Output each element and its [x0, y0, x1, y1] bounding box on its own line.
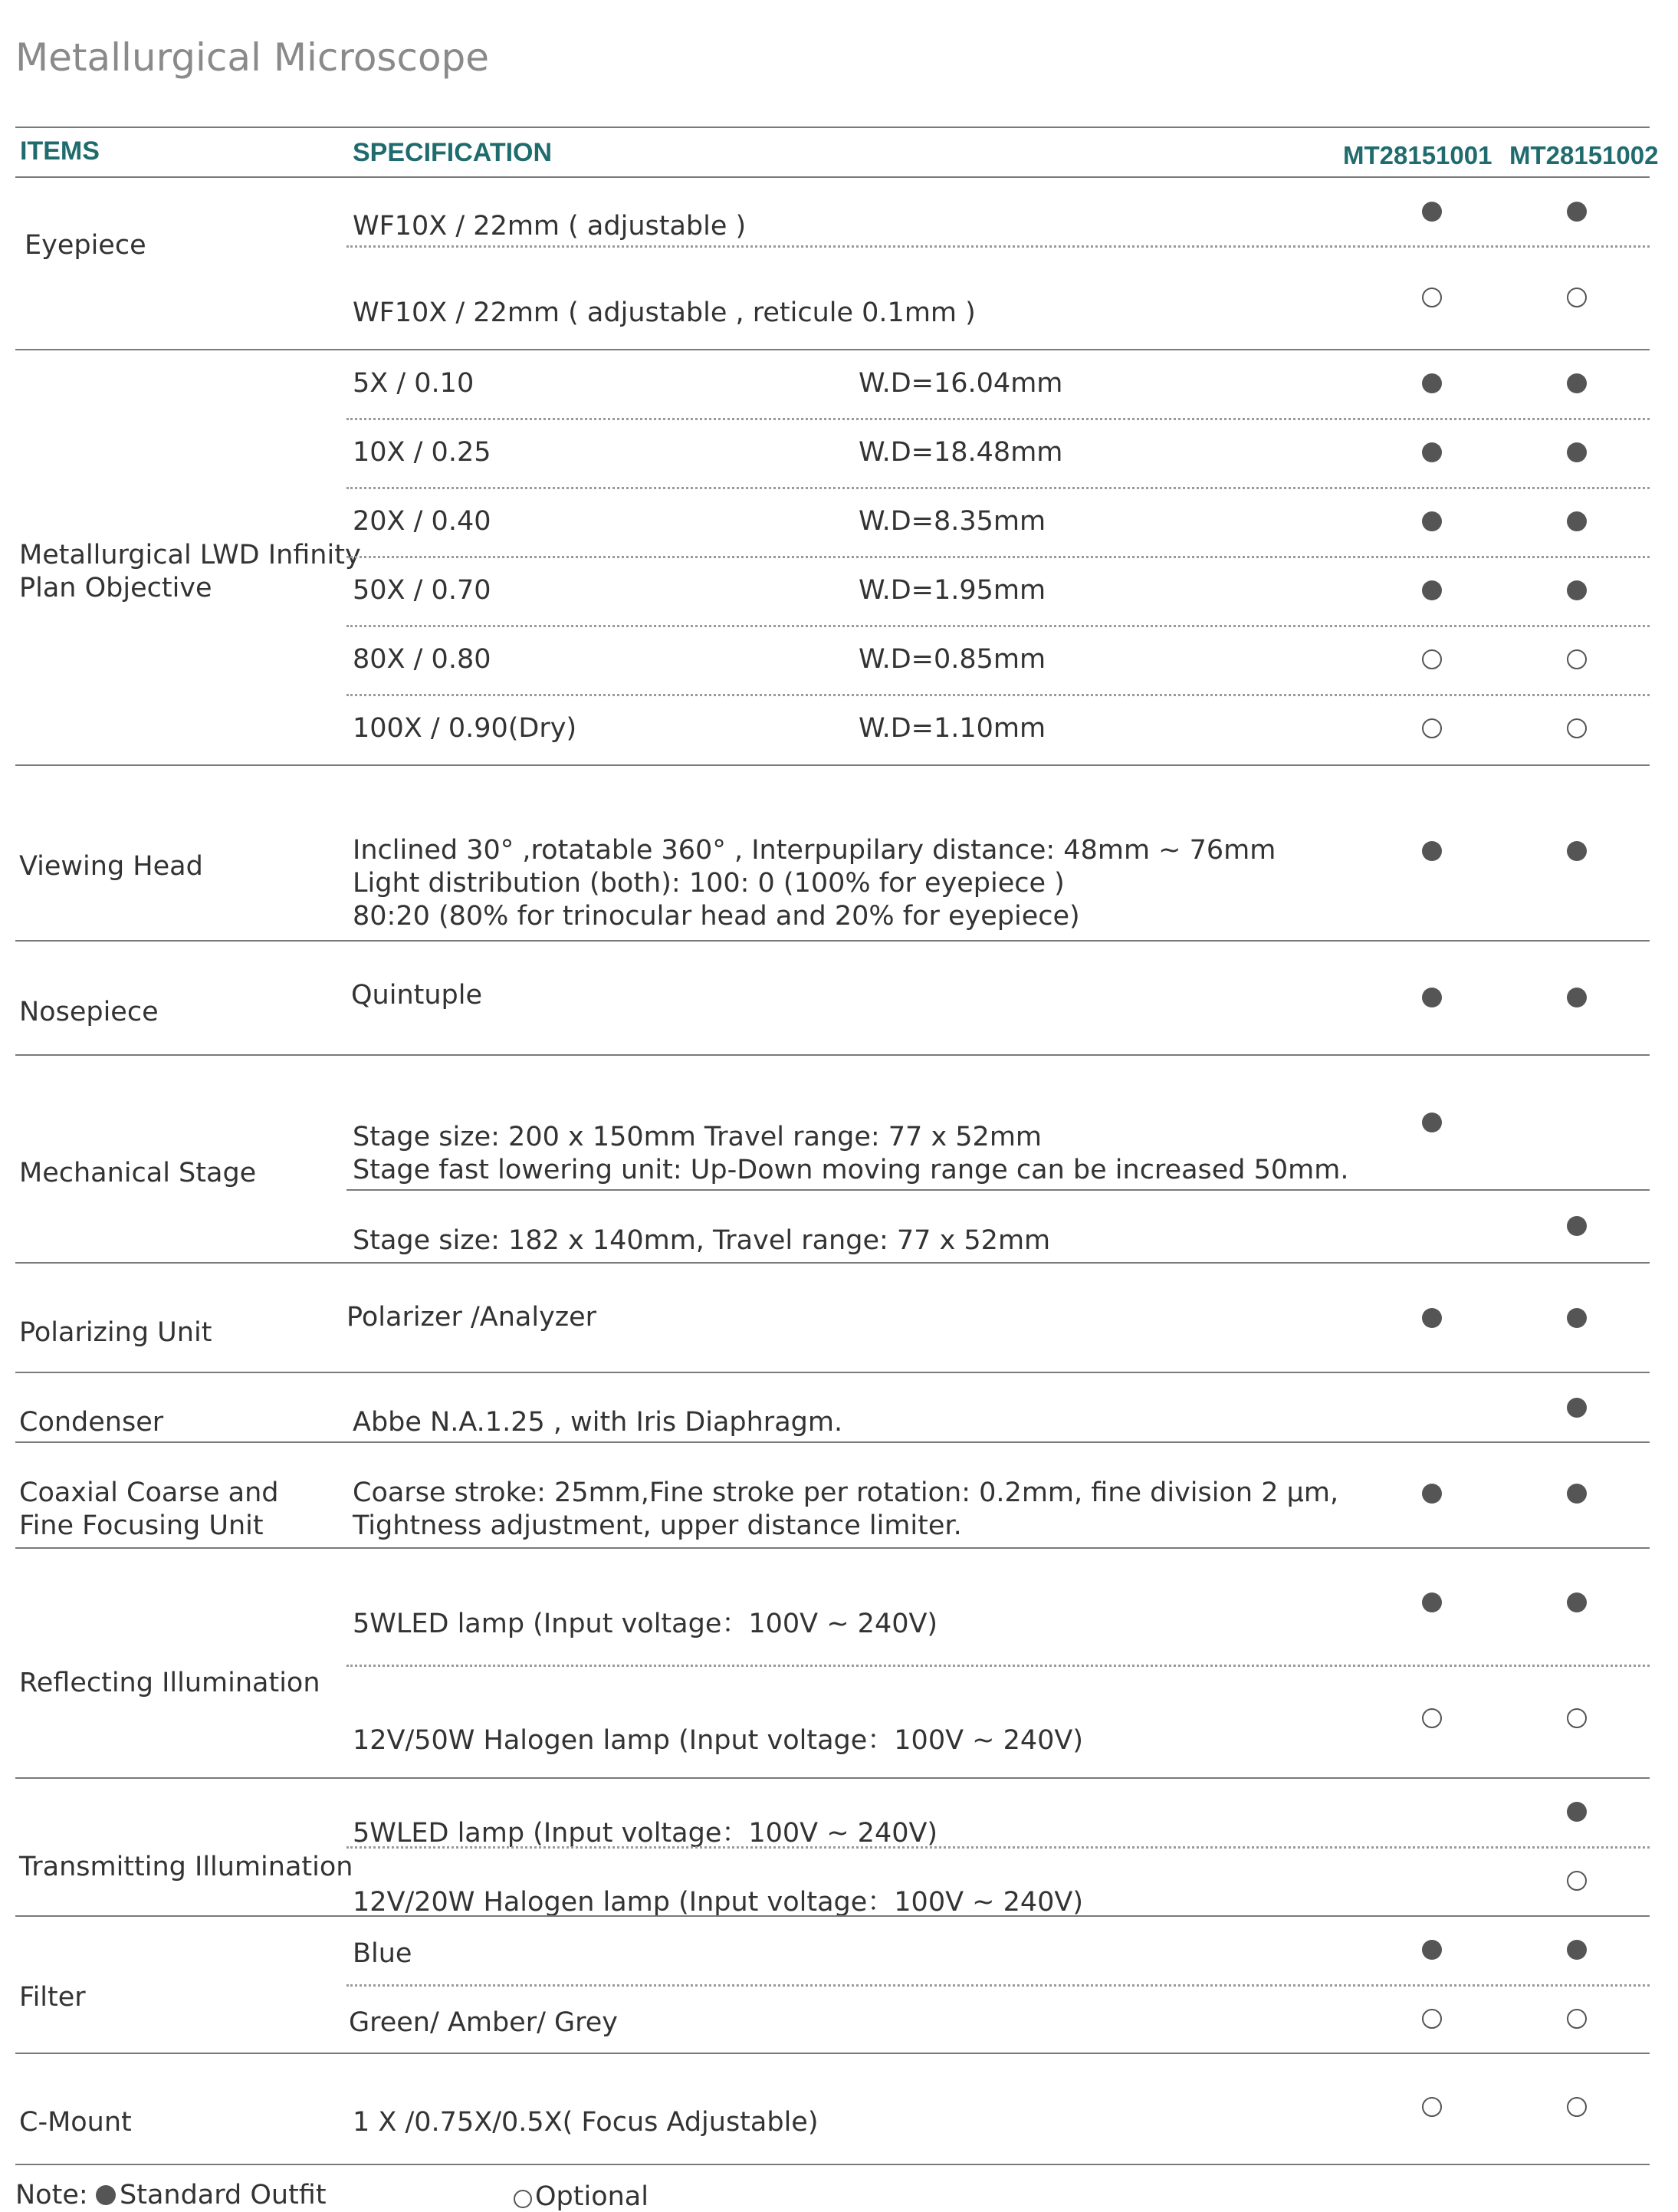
viewing-head-line3: 80:20 (80% for trinocular head and 20% for eyepiece) [353, 901, 1080, 932]
standard-dot [1567, 1940, 1587, 1960]
objective-label-line1: Metallurgical LWD Infinity [19, 540, 361, 570]
viewing-head-line1: Inclined 30° ,rotatable 360° , Interpupilary distance: 48mm ~ 76mm [353, 835, 1276, 866]
standard-dot [1422, 580, 1442, 600]
objective-wd: W.D=1.10mm [859, 713, 1046, 744]
note-optional: Optional [535, 2181, 649, 2212]
optional-dot [1567, 2097, 1587, 2117]
model2-header: MT28151002 [1509, 141, 1659, 169]
optional-dot [1422, 718, 1442, 738]
optional-dot [1567, 718, 1587, 738]
section-rule [15, 2053, 1650, 2054]
standard-dot [1567, 202, 1587, 222]
standard-dot [1567, 373, 1587, 393]
objective-wd: W.D=1.95mm [859, 575, 1046, 606]
transmitting-spec-2: 12V/20W Halogen lamp (Input voltage：100V ~ 240V) [353, 1887, 1084, 1918]
cmount-spec: 1 X /0.75X/0.5X( Focus Adjustable) [353, 2107, 819, 2138]
objective-mag: 10X / 0.25 [353, 437, 491, 468]
section-rule [15, 1054, 1650, 1056]
row-divider [346, 1984, 1650, 1987]
standard-dot [1567, 1308, 1587, 1328]
section-rule [15, 1547, 1650, 1549]
optional-dot [1422, 288, 1442, 307]
standard-dot [1422, 841, 1442, 861]
standard-dot [1422, 373, 1442, 393]
optional-dot [1422, 1708, 1442, 1728]
standard-dot [1422, 511, 1442, 531]
transmitting-label: Transmitting Illumination [19, 1852, 353, 1882]
viewing-head-line2: Light distribution (both): 100: 0 (100% for eyepiece ) [353, 868, 1065, 899]
filter-spec-2: Green/ Amber/ Grey [349, 2007, 618, 2038]
focusing-line1: Coarse stroke: 25mm,Fine stroke per rotation: 0.2mm, fine division 2 μm, [353, 1477, 1339, 1508]
section-rule [15, 1372, 1650, 1373]
focusing-label-line2: Fine Focusing Unit [19, 1510, 264, 1541]
standard-dot [1422, 988, 1442, 1007]
note-prefix: Note: [15, 2180, 88, 2210]
section-rule [15, 940, 1650, 942]
optional-dot [1567, 2009, 1587, 2029]
standard-dot [1422, 1592, 1442, 1612]
viewing-head-label: Viewing Head [19, 851, 203, 882]
stage-line2: Stage fast lowering unit: Up-Down moving range can be increased 50mm. [353, 1155, 1349, 1185]
transmitting-spec-1: 5WLED lamp (Input voltage：100V ~ 240V) [353, 1818, 938, 1849]
row-divider [346, 1665, 1650, 1667]
standard-dot [1567, 1484, 1587, 1504]
standard-dot [1422, 202, 1442, 222]
section-rule [15, 764, 1650, 766]
objective-mag: 80X / 0.80 [353, 644, 491, 675]
polarizing-label: Polarizing Unit [19, 1317, 212, 1348]
standard-dot [1422, 1113, 1442, 1132]
objective-mag: 50X / 0.70 [353, 575, 491, 606]
standard-dot [1567, 1216, 1587, 1236]
row-rule [346, 1189, 1650, 1191]
standard-dot [1422, 442, 1442, 462]
section-rule [15, 1915, 1650, 1917]
standard-dot [1567, 511, 1587, 531]
filter-spec-1: Blue [353, 1938, 412, 1969]
objective-mag: 20X / 0.40 [353, 506, 491, 537]
optional-dot [1567, 649, 1587, 669]
nosepiece-label: Nosepiece [19, 997, 159, 1027]
polarizing-spec: Polarizer /Analyzer [346, 1302, 597, 1333]
eyepiece-label: Eyepiece [25, 230, 146, 261]
row-divider [346, 245, 1650, 248]
eyepiece-spec-2: WF10X / 22mm ( adjustable , reticule 0.1mm ) [353, 297, 976, 328]
optional-dot [1422, 2097, 1442, 2117]
stage-label: Mechanical Stage [19, 1158, 257, 1188]
standard-dot [1567, 442, 1587, 462]
section-rule [15, 1441, 1650, 1443]
section-rule [15, 349, 1650, 350]
objective-wd: W.D=8.35mm [859, 506, 1046, 537]
standard-legend-dot [96, 2185, 116, 2205]
optional-dot [1422, 2009, 1442, 2029]
cmount-label: C-Mount [19, 2107, 132, 2138]
optional-legend-dot [514, 2190, 532, 2208]
optional-dot [1422, 649, 1442, 669]
standard-dot [1567, 580, 1587, 600]
objective-mag: 5X / 0.10 [353, 368, 475, 399]
standard-dot [1422, 1484, 1442, 1504]
optional-dot [1567, 1708, 1587, 1728]
eyepiece-spec-1: WF10X / 22mm ( adjustable ) [353, 211, 747, 242]
objective-mag: 100X / 0.90(Dry) [353, 713, 577, 744]
optional-dot [1567, 288, 1587, 307]
objective-wd: W.D=16.04mm [859, 368, 1063, 399]
standard-dot [1567, 988, 1587, 1007]
items-header: ITEMS [20, 136, 100, 166]
focusing-label-line1: Coaxial Coarse and [19, 1477, 279, 1508]
reflecting-label: Reflecting Illumination [19, 1668, 320, 1698]
row-divider [346, 625, 1650, 627]
page-title: Metallurgical Microscope [15, 35, 490, 80]
section-rule [15, 2164, 1650, 2165]
stage-line1: Stage size: 200 x 150mm Travel range: 77 x 52mm [353, 1122, 1043, 1152]
row-divider [346, 487, 1650, 489]
section-rule [15, 1777, 1650, 1779]
reflecting-spec-1: 5WLED lamp (Input voltage：100V ~ 240V) [353, 1609, 938, 1639]
focusing-line2: Tightness adjustment, upper distance limiter. [353, 1510, 962, 1541]
filter-label: Filter [19, 1982, 86, 2013]
standard-dot [1567, 1592, 1587, 1612]
condenser-label: Condenser [19, 1407, 164, 1438]
row-divider [346, 694, 1650, 696]
section-rule [15, 1262, 1650, 1264]
standard-dot [1567, 1398, 1587, 1418]
stage-line3: Stage size: 182 x 140mm, Travel range: 77 x 52mm [353, 1225, 1051, 1256]
nosepiece-spec: Quintuple [351, 980, 483, 1011]
optional-dot [1567, 1871, 1587, 1891]
row-divider [346, 1846, 1650, 1849]
header-top-rule [15, 127, 1650, 128]
objective-wd: W.D=0.85mm [859, 644, 1046, 675]
condenser-spec: Abbe N.A.1.25 , with Iris Diaphragm. [353, 1407, 843, 1438]
standard-dot [1567, 841, 1587, 861]
standard-dot [1567, 1802, 1587, 1822]
note-standard: Standard Outfit [120, 2180, 327, 2210]
standard-dot [1422, 1940, 1442, 1960]
reflecting-spec-2: 12V/50W Halogen lamp (Input voltage：100V ~ 240V) [353, 1725, 1084, 1756]
standard-dot [1422, 1308, 1442, 1328]
header-bottom-rule [15, 176, 1650, 178]
row-divider [346, 418, 1650, 420]
objective-label-line2: Plan Objective [19, 573, 212, 603]
model1-header: MT28151001 [1343, 141, 1492, 169]
row-divider [346, 556, 1650, 558]
specification-header: SPECIFICATION [353, 138, 553, 167]
objective-wd: W.D=18.48mm [859, 437, 1063, 468]
